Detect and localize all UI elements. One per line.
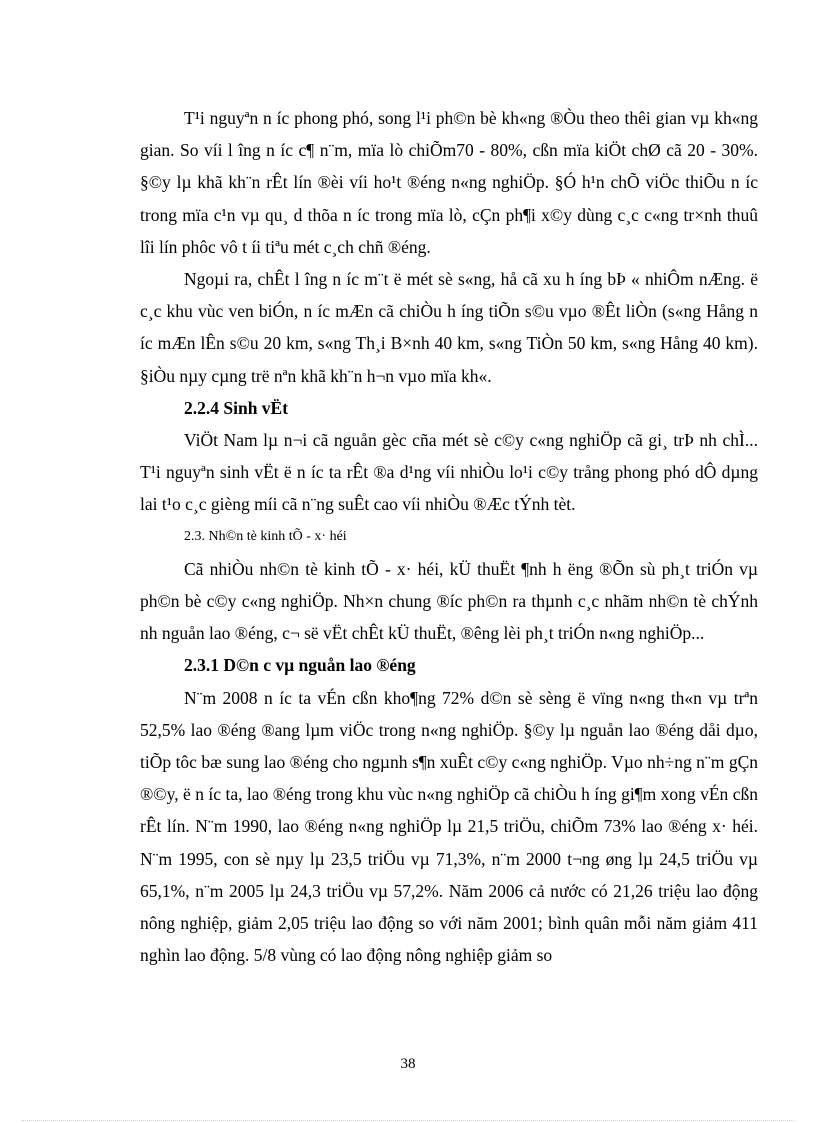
paragraph-water-quality: Ngoµi ra, chÊt l îng n íc m¨t ë mét sè s«ng, hå cã xu h íng bÞ « nhiÔm nÆng. ë c¸c khu vùc ven biÓn, n íc mÆn cã chiÒu h íng tiÕn s©u vµo ®Êt liÒn (s«ng Hång n íc mÆn lÊn s©u 20 km, s«ng Th¸i B×nh 40 km, s«ng TiÒn 50 km, s«ng Hång 40 km). §iÒu nµy cµng trë nªn khã kh¨n h¬n vµo mïa kh«. [140, 269, 758, 386]
section-heading-2-3-1: 2.3.1 D©n c vµ nguån lao ®éng [184, 655, 416, 676]
section-heading-2-3: 2.3. Nh©n tè kinh tÕ - x· héi [184, 528, 347, 544]
page-bottom-divider [22, 1120, 794, 1121]
page-number: 38 [400, 1056, 416, 1072]
paragraph-water-resources: T¹i nguyªn n íc phong phó, song l¹i ph©n bè kh«ng ®Òu theo thêi gian vµ kh«ng gian. So víi l îng n íc c¶ n¨m, mïa lò chiÕm70 - 80%, cßn mïa kiÖt chØ cã 20 - 30%. §©y lµ khã kh¨n rÊt lín ®èi víi ho¹t ®éng n«ng nghiÖp. §Ó h¹n chÕ viÖc thiÕu n íc trong mïa c¹n vµ qu¸ d thõa n íc trong mïa lò, cÇn ph¶i x©y dùng c¸c c«ng tr×nh thuû lîi lín phôc vô t íi tiªu mét c¸ch chñ ®éng. [140, 108, 758, 257]
paragraph-labour: N¨m 2008 n íc ta vÉn cßn kho¶ng 72% d©n sè sèng ë vïng n«ng th«n vµ trªn 52,5% lao ®éng ®ang lµm viÖc trong n«ng nghiÖp. §©y lµ nguån lao ®éng dåi dµo, tiÕp tôc bæ sung lao ®éng cho ngµnh s¶n xuÊt c©y c«ng nghiÖp. Vµo nh÷ng n¨m gÇn ®©y, ë n íc ta, lao ®éng trong khu vùc n«ng nghiÖp cã chiÒu h íng gi¶m xong vÉn cßn rÊt lín. N¨m 1990, lao ®éng n«ng nghiÖp lµ 21,5 triÖu, chiÕm 73% lao ®éng x· héi. N¨m 1995, con sè nµy lµ 23,5 triÖu vµ 71,3%, n¨m 2000 t¬ng øng lµ 24,5 triÖu vµ 65,1%, n¨m 2005 lµ 24,3 triÖu vµ 57,2%. Năm 2006 cả nước có 21,26 triệu lao động nông nghiệp, giảm 2,05 triệu lao động so với năm 2001; bình quân mỗi năm giảm 411 nghìn lao động. 5/8 vùng có lao động nông nghiệp giảm so [140, 687, 758, 966]
paragraph-biology: ViÖt Nam lµ n¬i cã nguån gèc cña mét sè c©y c«ng nghiÖp cã gi¸ trÞ nh chÌ... T¹i nguyªn sinh vËt ë n íc ta rÊt ®a d¹ng víi nhiÒu lo¹i c©y trång phong phó dÔ dµng lai t¹o c¸c gièng míi cã n¨ng suÊt cao víi nhiÒu ®Æc tÝnh tèt. [140, 430, 758, 515]
paragraph-socioeconomic: Cã nhiÒu nh©n tè kinh tÕ - x· héi, kÜ thuËt ¶nh h ëng ®Õn sù ph¸t triÓn vµ ph©n bè c©y c«ng nghiÖp. Nh×n chung ®íc ph©n ra thµnh c¸c nhãm nh©n tè chÝnh nh nguån lao ®éng, c¬ së vËt chÊt kÜ thuËt, ®êng lèi ph¸t triÓn n«ng nghiÖp... [140, 558, 758, 644]
section-heading-2-2-4: 2.2.4 Sinh vËt [184, 397, 289, 418]
body-text [140, 102, 758, 971]
